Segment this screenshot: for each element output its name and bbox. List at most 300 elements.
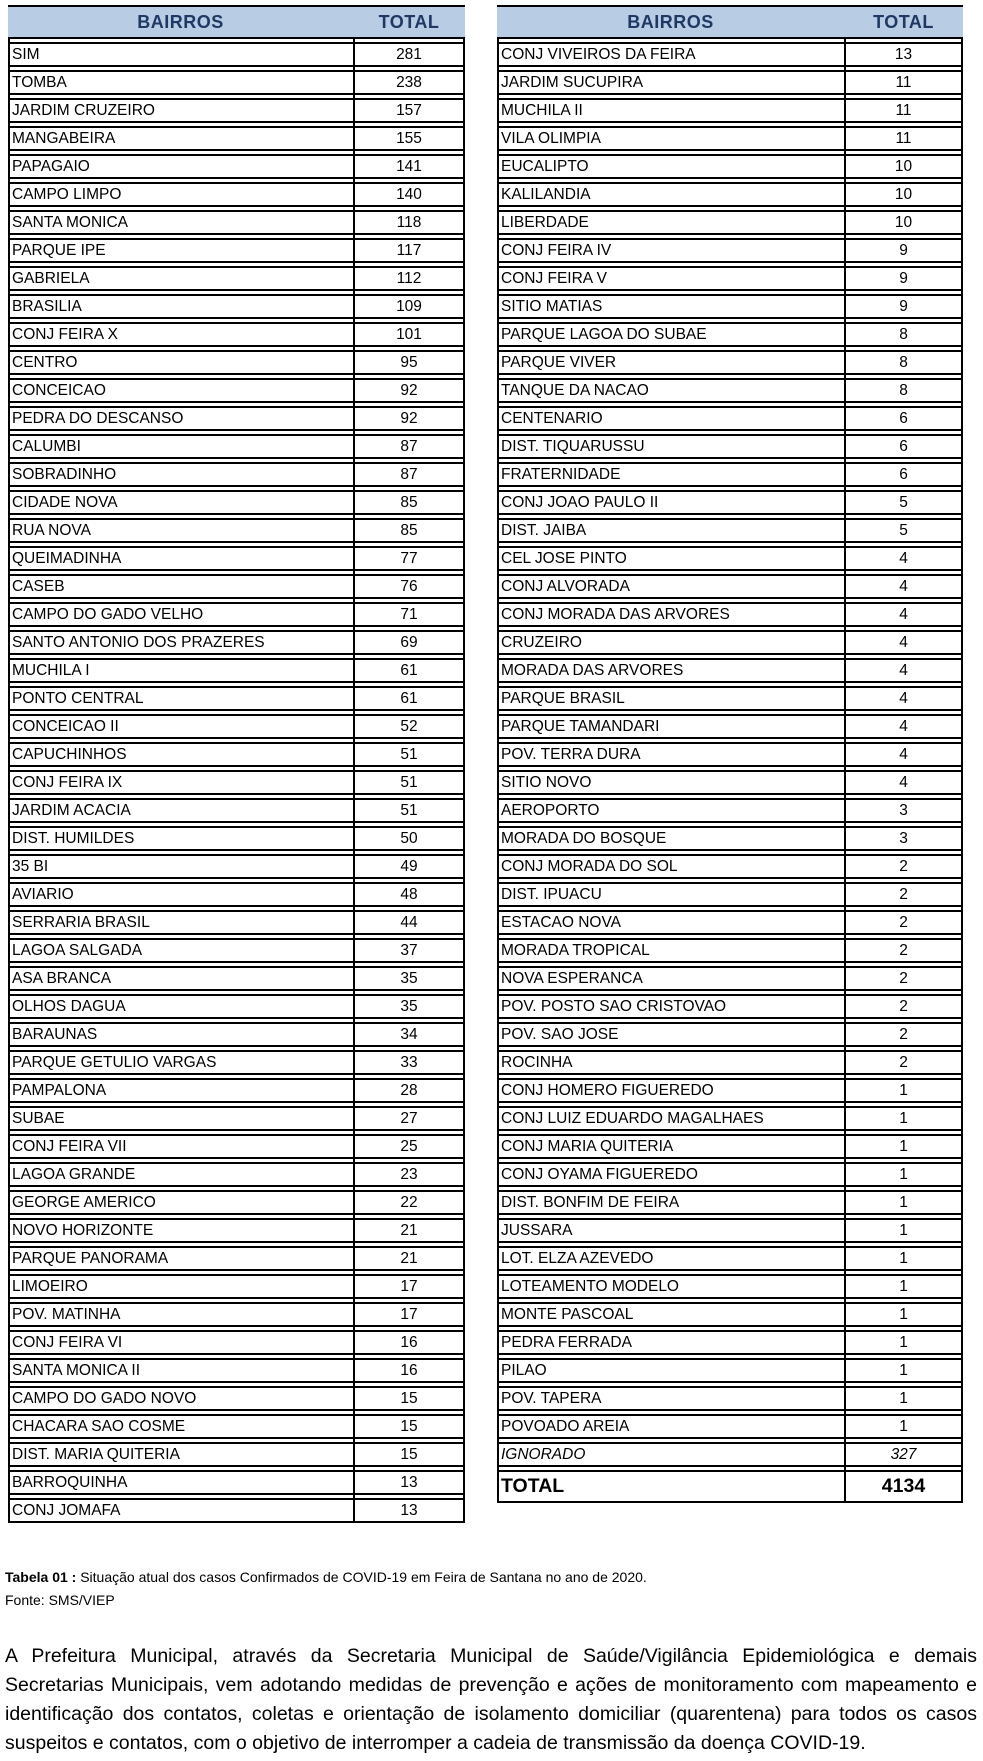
bairro-name-cell: AVIARIO <box>8 882 353 907</box>
total-value-cell: 16 <box>353 1330 465 1355</box>
table-row <box>497 1442 963 1467</box>
total-value-cell: 95 <box>353 350 465 375</box>
table-row <box>8 546 465 571</box>
table-row <box>497 518 963 543</box>
total-value-cell: 2 <box>844 966 963 991</box>
table-row <box>8 602 465 627</box>
total-value-cell: 37 <box>353 938 465 963</box>
total-value-cell: 4134 <box>844 1470 963 1503</box>
total-value-cell: 327 <box>844 1442 963 1467</box>
table-row <box>8 70 465 95</box>
bairro-name-cell: CRUZEIRO <box>497 630 844 655</box>
total-value-cell: 4 <box>844 602 963 627</box>
bairro-name-cell: DIST. TIQUARUSSU <box>497 434 844 459</box>
total-value-cell: 77 <box>353 546 465 571</box>
bairro-name-cell: MUCHILA I <box>8 658 353 683</box>
table-row <box>497 994 963 1019</box>
total-value-cell: 4 <box>844 630 963 655</box>
table-row <box>8 1274 465 1299</box>
table-row <box>8 294 465 319</box>
total-value-cell: 17 <box>353 1274 465 1299</box>
bairro-name-cell: CONJ FEIRA X <box>8 322 353 347</box>
total-value-cell: 5 <box>844 490 963 515</box>
total-value-cell: 3 <box>844 798 963 823</box>
total-value-cell: 117 <box>353 238 465 263</box>
bairro-name-cell: SANTA MONICA II <box>8 1358 353 1383</box>
table-row <box>8 42 465 67</box>
total-value-cell: 11 <box>844 126 963 151</box>
table-row <box>8 1246 465 1271</box>
bairro-name-cell: POV. TAPERA <box>497 1386 844 1411</box>
total-value-cell: 8 <box>844 378 963 403</box>
total-value-cell: 6 <box>844 406 963 431</box>
table-row <box>497 322 963 347</box>
bairro-name-cell: MORADA DAS ARVORES <box>497 658 844 683</box>
total-value-cell: 5 <box>844 518 963 543</box>
bairro-name-cell: IGNORADO <box>497 1442 844 1467</box>
bairro-name-cell: CAMPO DO GADO NOVO <box>8 1386 353 1411</box>
bairro-name-cell: PILAO <box>497 1358 844 1383</box>
table-row <box>497 1190 963 1215</box>
total-value-cell: 1 <box>844 1302 963 1327</box>
total-value-cell: 10 <box>844 154 963 179</box>
header-row <box>497 5 963 39</box>
total-value-cell: 2 <box>844 854 963 879</box>
total-value-cell: 25 <box>353 1134 465 1159</box>
table-row <box>8 854 465 879</box>
bairro-name-cell: ROCINHA <box>497 1050 844 1075</box>
total-value-cell: 101 <box>353 322 465 347</box>
table-row <box>497 406 963 431</box>
table-row <box>497 1358 963 1383</box>
bairro-name-cell: QUEIMADINHA <box>8 546 353 571</box>
bairro-name-cell: POV. MATINHA <box>8 1302 353 1327</box>
total-value-cell: 9 <box>844 294 963 319</box>
bairro-name-cell: CAPUCHINHOS <box>8 742 353 767</box>
table-row <box>8 630 465 655</box>
table-row <box>497 1022 963 1047</box>
bairro-name-cell: CONJ JOAO PAULO II <box>497 490 844 515</box>
bairro-name-cell: SITIO MATIAS <box>497 294 844 319</box>
bairro-name-cell: SANTA MONICA <box>8 210 353 235</box>
table-row <box>8 210 465 235</box>
bairro-name-cell: CONCEICAO II <box>8 714 353 739</box>
bairro-name-cell: POV. SAO JOSE <box>497 1022 844 1047</box>
table-row <box>497 910 963 935</box>
bairros-column-header: BAIRROS <box>497 5 844 39</box>
total-value-cell: 51 <box>353 770 465 795</box>
total-value-cell: 109 <box>353 294 465 319</box>
bairro-name-cell: ESTACAO NOVA <box>497 910 844 935</box>
bairro-name-cell: DIST. JAIBA <box>497 518 844 543</box>
total-value-cell: 281 <box>353 42 465 67</box>
total-value-cell: 51 <box>353 742 465 767</box>
bairro-name-cell: PEDRA DO DESCANSO <box>8 406 353 431</box>
table-row <box>497 770 963 795</box>
total-value-cell: 15 <box>353 1414 465 1439</box>
table-row <box>8 266 465 291</box>
bairro-name-cell: NOVO HORIZONTE <box>8 1218 353 1243</box>
table-row <box>8 1162 465 1187</box>
total-value-cell: 3 <box>844 826 963 851</box>
bairro-name-cell: FRATERNIDADE <box>497 462 844 487</box>
total-value-cell: 44 <box>353 910 465 935</box>
total-value-cell: 238 <box>353 70 465 95</box>
table-row <box>497 1106 963 1131</box>
total-value-cell: 141 <box>353 154 465 179</box>
right-bairros-table <box>497 2 963 1506</box>
total-value-cell: 6 <box>844 434 963 459</box>
bairro-name-cell: ASA BRANCA <box>8 966 353 991</box>
table-row <box>8 1022 465 1047</box>
total-value-cell: 1 <box>844 1246 963 1271</box>
bairro-name-cell: MANGABEIRA <box>8 126 353 151</box>
total-value-cell: 2 <box>844 882 963 907</box>
table-row <box>497 798 963 823</box>
left-bairros-table <box>8 2 465 1526</box>
bairro-name-cell: JARDIM CRUZEIRO <box>8 98 353 123</box>
bairro-name-cell: CIDADE NOVA <box>8 490 353 515</box>
bairro-name-cell: GEORGE AMERICO <box>8 1190 353 1215</box>
total-value-cell: 15 <box>353 1386 465 1411</box>
total-value-cell: 49 <box>353 854 465 879</box>
bairro-name-cell: MONTE PASCOAL <box>497 1302 844 1327</box>
total-value-cell: 17 <box>353 1302 465 1327</box>
bairro-name-cell: PAPAGAIO <box>8 154 353 179</box>
total-value-cell: 1 <box>844 1414 963 1439</box>
total-value-cell: 1 <box>844 1274 963 1299</box>
total-column-header: TOTAL <box>844 5 963 39</box>
total-value-cell: 4 <box>844 770 963 795</box>
bairro-name-cell: CASEB <box>8 574 353 599</box>
total-value-cell: 8 <box>844 350 963 375</box>
caption-label: Tabela 01 : <box>5 1569 77 1585</box>
bairro-name-cell: PONTO CENTRAL <box>8 686 353 711</box>
table-row <box>8 966 465 991</box>
total-value-cell: 118 <box>353 210 465 235</box>
bairro-name-cell: RUA NOVA <box>8 518 353 543</box>
total-value-cell: 11 <box>844 70 963 95</box>
total-value-cell: 71 <box>353 602 465 627</box>
bairro-name-cell: SOBRADINHO <box>8 462 353 487</box>
table-row <box>497 602 963 627</box>
bairro-name-cell: PARQUE LAGOA DO SUBAE <box>497 322 844 347</box>
bairro-name-cell: LIMOEIRO <box>8 1274 353 1299</box>
total-value-cell: 157 <box>353 98 465 123</box>
table-row <box>497 210 963 235</box>
table-row <box>497 490 963 515</box>
table-row <box>8 126 465 151</box>
bairro-name-cell: CONCEICAO <box>8 378 353 403</box>
bairros-column-header: BAIRROS <box>8 5 353 39</box>
bairro-name-cell: CHACARA SAO COSME <box>8 1414 353 1439</box>
bairro-name-cell: POVOADO AREIA <box>497 1414 844 1439</box>
bairro-name-cell: MORADA TROPICAL <box>497 938 844 963</box>
bairro-name-cell: PARQUE IPE <box>8 238 353 263</box>
bairro-name-cell: CEL JOSE PINTO <box>497 546 844 571</box>
bairro-name-cell: CONJ VIVEIROS DA FEIRA <box>497 42 844 67</box>
table-row <box>497 238 963 263</box>
total-value-cell: 4 <box>844 742 963 767</box>
caption-text: Situação atual dos casos Confirmados de COVID-19 em Feira de Santana no ano de 2020. <box>76 1569 647 1585</box>
total-value-cell: 28 <box>353 1078 465 1103</box>
bairro-name-cell: CONJ MORADA DO SOL <box>497 854 844 879</box>
total-value-cell: 1 <box>844 1190 963 1215</box>
total-value-cell: 87 <box>353 462 465 487</box>
bairro-name-cell: DIST. MARIA QUITERIA <box>8 1442 353 1467</box>
bairro-name-cell: CONJ FEIRA V <box>497 266 844 291</box>
bairro-name-cell: SIM <box>8 42 353 67</box>
table-row <box>8 98 465 123</box>
bairro-name-cell: GABRIELA <box>8 266 353 291</box>
total-value-cell: 76 <box>353 574 465 599</box>
total-value-cell: 16 <box>353 1358 465 1383</box>
table-row <box>8 1218 465 1243</box>
table-row <box>8 1050 465 1075</box>
table-row <box>8 1302 465 1327</box>
table-row <box>497 546 963 571</box>
bairro-name-cell: LAGOA SALGADA <box>8 938 353 963</box>
bairro-name-cell: NOVA ESPERANCA <box>497 966 844 991</box>
table-row <box>497 574 963 599</box>
bairro-name-cell: PARQUE VIVER <box>497 350 844 375</box>
bairro-name-cell: SANTO ANTONIO DOS PRAZERES <box>8 630 353 655</box>
bairro-name-cell: POV. TERRA DURA <box>497 742 844 767</box>
bairro-name-cell: PAMPALONA <box>8 1078 353 1103</box>
total-value-cell: 21 <box>353 1218 465 1243</box>
total-value-cell: 4 <box>844 658 963 683</box>
table-row <box>497 686 963 711</box>
table-row <box>497 462 963 487</box>
total-value-cell: 50 <box>353 826 465 851</box>
table-row <box>8 770 465 795</box>
bairro-name-cell: POV. POSTO SAO CRISTOVAO <box>497 994 844 1019</box>
table-row <box>497 1246 963 1271</box>
table-row <box>497 126 963 151</box>
table-row <box>8 378 465 403</box>
bairro-name-cell: CONJ MORADA DAS ARVORES <box>497 602 844 627</box>
total-value-cell: 4 <box>844 574 963 599</box>
bairro-name-cell: AEROPORTO <box>497 798 844 823</box>
table-row <box>497 966 963 991</box>
table-row <box>497 854 963 879</box>
total-column-header: TOTAL <box>353 5 465 39</box>
total-value-cell: 15 <box>353 1442 465 1467</box>
table-row <box>8 1442 465 1467</box>
table-row <box>8 910 465 935</box>
bairro-name-cell: BRASILIA <box>8 294 353 319</box>
bairro-name-cell: PARQUE BRASIL <box>497 686 844 711</box>
total-value-cell: 69 <box>353 630 465 655</box>
total-value-cell: 92 <box>353 378 465 403</box>
bairro-name-cell: CONJ FEIRA IX <box>8 770 353 795</box>
bairro-name-cell: DIST. BONFIM DE FEIRA <box>497 1190 844 1215</box>
total-value-cell: 13 <box>353 1470 465 1495</box>
bairro-name-cell: DIST. HUMILDES <box>8 826 353 851</box>
bairro-name-cell: LAGOA GRANDE <box>8 1162 353 1187</box>
table-row <box>8 182 465 207</box>
table-row <box>497 882 963 907</box>
bairro-name-cell: PEDRA FERRADA <box>497 1330 844 1355</box>
total-value-cell: 11 <box>844 98 963 123</box>
bairro-name-cell: JUSSARA <box>497 1218 844 1243</box>
table-row <box>8 742 465 767</box>
table-row <box>497 434 963 459</box>
table-row <box>497 266 963 291</box>
bairro-name-cell: DIST. IPUACU <box>497 882 844 907</box>
bairro-name-cell: BARAUNAS <box>8 1022 353 1047</box>
table-row <box>8 350 465 375</box>
header-row <box>8 5 465 39</box>
bairro-name-cell: CONJ FEIRA VII <box>8 1134 353 1159</box>
bairro-name-cell: JARDIM ACACIA <box>8 798 353 823</box>
bairro-name-cell: CONJ MARIA QUITERIA <box>497 1134 844 1159</box>
total-value-cell: 2 <box>844 938 963 963</box>
total-value-cell: 48 <box>353 882 465 907</box>
table-row <box>497 294 963 319</box>
table-row <box>497 714 963 739</box>
table-row <box>8 1106 465 1131</box>
table-row <box>8 882 465 907</box>
total-value-cell: 112 <box>353 266 465 291</box>
bairro-name-cell: CONJ LUIZ EDUARDO MAGALHAES <box>497 1106 844 1131</box>
bairro-name-cell: MUCHILA II <box>497 98 844 123</box>
total-value-cell: 8 <box>844 322 963 347</box>
bairro-name-cell: TOTAL <box>497 1470 844 1503</box>
table-row <box>8 154 465 179</box>
total-value-cell: 34 <box>353 1022 465 1047</box>
table-row <box>8 1414 465 1439</box>
table-row <box>497 1078 963 1103</box>
table-row <box>8 490 465 515</box>
total-value-cell: 10 <box>844 210 963 235</box>
table-row <box>8 1470 465 1495</box>
total-value-cell: 155 <box>353 126 465 151</box>
total-value-cell: 92 <box>353 406 465 431</box>
table-row <box>497 98 963 123</box>
table-row <box>8 686 465 711</box>
table-row <box>497 1274 963 1299</box>
total-value-cell: 1 <box>844 1134 963 1159</box>
total-value-cell: 35 <box>353 994 465 1019</box>
total-value-cell: 4 <box>844 546 963 571</box>
table-row <box>8 574 465 599</box>
caption-source: Fonte: SMS/VIEP <box>5 1592 115 1609</box>
table-row <box>497 1162 963 1187</box>
table-row <box>8 462 465 487</box>
bairro-name-cell: JARDIM SUCUPIRA <box>497 70 844 95</box>
bairro-name-cell: PARQUE GETULIO VARGAS <box>8 1050 353 1075</box>
total-value-cell: 21 <box>353 1246 465 1271</box>
table-row <box>497 182 963 207</box>
total-value-cell: 87 <box>353 434 465 459</box>
bairro-name-cell: LOTEAMENTO MODELO <box>497 1274 844 1299</box>
table-row <box>497 1218 963 1243</box>
total-value-cell: 1 <box>844 1358 963 1383</box>
table-row <box>8 1078 465 1103</box>
table-caption <box>5 1566 983 1589</box>
bairro-name-cell: SUBAE <box>8 1106 353 1131</box>
table-row <box>497 630 963 655</box>
bairro-name-cell: PARQUE TAMANDARI <box>497 714 844 739</box>
total-value-cell: 10 <box>844 182 963 207</box>
total-value-cell: 1 <box>844 1218 963 1243</box>
total-value-cell: 61 <box>353 658 465 683</box>
table-row <box>497 1386 963 1411</box>
bairro-name-cell: SERRARIA BRASIL <box>8 910 353 935</box>
bairro-name-cell: CENTENARIO <box>497 406 844 431</box>
table-row <box>497 1050 963 1075</box>
bairro-name-cell: TANQUE DA NACAO <box>497 378 844 403</box>
table-row <box>8 1358 465 1383</box>
table-row <box>497 1414 963 1439</box>
total-value-cell: 1 <box>844 1106 963 1131</box>
total-value-cell: 1 <box>844 1162 963 1187</box>
table-row <box>8 1386 465 1411</box>
bairro-name-cell: VILA OLIMPIA <box>497 126 844 151</box>
table-row <box>497 1470 963 1503</box>
total-value-cell: 9 <box>844 266 963 291</box>
bairro-name-cell: CAMPO LIMPO <box>8 182 353 207</box>
table-row <box>497 1330 963 1355</box>
total-value-cell: 1 <box>844 1078 963 1103</box>
total-value-cell: 2 <box>844 910 963 935</box>
table-row <box>497 70 963 95</box>
table-row <box>8 1498 465 1523</box>
bairro-name-cell: CENTRO <box>8 350 353 375</box>
table-row <box>497 938 963 963</box>
total-value-cell: 61 <box>353 686 465 711</box>
total-value-cell: 13 <box>844 42 963 67</box>
table-row <box>8 1190 465 1215</box>
table-row <box>497 742 963 767</box>
bairro-name-cell: 35 BI <box>8 854 353 879</box>
table-row <box>8 658 465 683</box>
body-paragraph: A Prefeitura Municipal, através da Secretaria Municipal de Saúde/Vigilância Epidemiológica e demais Secretarias Municipais, vem adotando medidas de prevenção e ações de monitoramento com mapeamento e identificação dos contatos, coletas e orientação de isolamento domiciliar (quarentena) para todos os casos suspeitos e contatos, com o objetivo de interromper a cadeia de transmissão da doença COVID-19. <box>5 1645 977 1754</box>
total-value-cell: 27 <box>353 1106 465 1131</box>
table-row <box>8 238 465 263</box>
table-row <box>8 406 465 431</box>
table-row <box>497 1302 963 1327</box>
bairro-name-cell: TOMBA <box>8 70 353 95</box>
bairro-name-cell: CALUMBI <box>8 434 353 459</box>
total-value-cell: 85 <box>353 518 465 543</box>
bairro-name-cell: SITIO NOVO <box>497 770 844 795</box>
bairro-name-cell: CONJ OYAMA FIGUEREDO <box>497 1162 844 1187</box>
table-row <box>497 154 963 179</box>
table-row <box>497 826 963 851</box>
bairro-name-cell: PARQUE PANORAMA <box>8 1246 353 1271</box>
total-value-cell: 4 <box>844 714 963 739</box>
total-value-cell: 35 <box>353 966 465 991</box>
bairro-name-cell: MORADA DO BOSQUE <box>497 826 844 851</box>
table-row <box>8 714 465 739</box>
total-value-cell: 2 <box>844 1022 963 1047</box>
bairro-name-cell: CONJ ALVORADA <box>497 574 844 599</box>
total-value-cell: 2 <box>844 1050 963 1075</box>
bairro-name-cell: BARROQUINHA <box>8 1470 353 1495</box>
bairro-name-cell: CAMPO DO GADO VELHO <box>8 602 353 627</box>
bairro-name-cell: KALILANDIA <box>497 182 844 207</box>
total-value-cell: 4 <box>844 686 963 711</box>
table-row <box>497 1134 963 1159</box>
bairro-name-cell: EUCALIPTO <box>497 154 844 179</box>
total-value-cell: 9 <box>844 238 963 263</box>
table-row <box>497 378 963 403</box>
total-value-cell: 6 <box>844 462 963 487</box>
table-row <box>497 658 963 683</box>
total-value-cell: 23 <box>353 1162 465 1187</box>
